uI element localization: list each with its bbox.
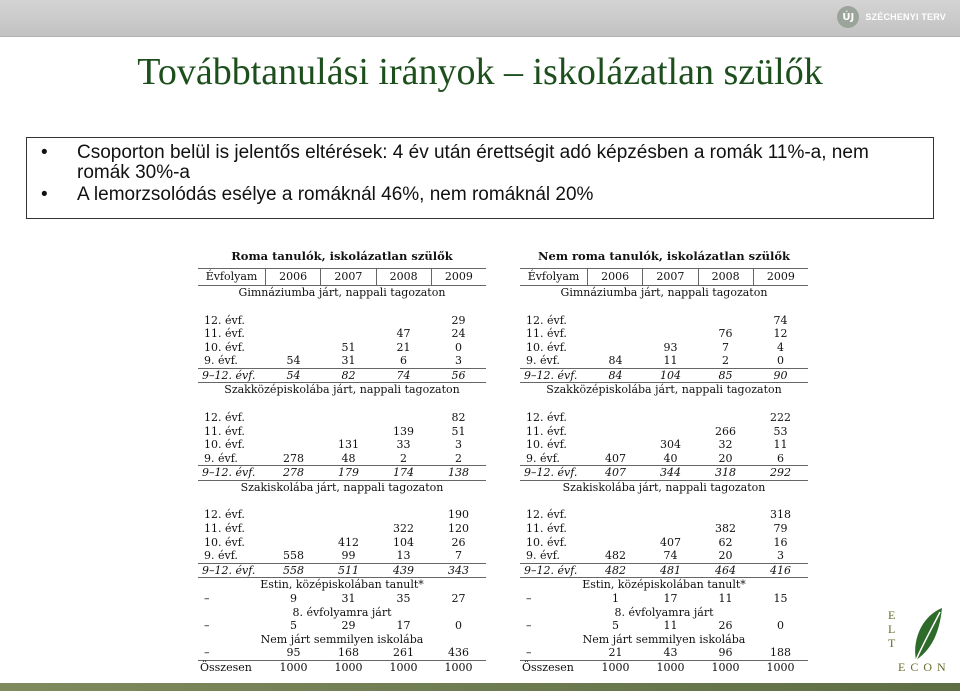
table-cell: 20: [718, 549, 733, 563]
table-cell: 11. évf.: [526, 424, 567, 438]
table-cell: [376, 411, 431, 425]
table-cell: 29: [451, 313, 466, 327]
table-cell: 10. évf.: [204, 340, 245, 354]
table-cell: 33: [396, 438, 411, 452]
column-header: 2007: [642, 269, 697, 285]
table-cell: [588, 425, 643, 439]
table-cell: 21: [396, 340, 411, 354]
table-cell: [266, 314, 321, 328]
table-row: [198, 327, 486, 341]
column-header: Évfolyam: [205, 270, 258, 283]
table-row: [198, 508, 486, 522]
section-label: Szakiskolába járt, nappali tagozaton: [240, 480, 444, 494]
table-row: [520, 619, 808, 633]
table-cell: 6: [777, 451, 784, 465]
section-label: Gimnáziumba járt, nappali tagozaton: [238, 286, 446, 299]
table-row: [520, 368, 808, 384]
table-cell: [643, 522, 698, 536]
table-cell: 407: [605, 466, 626, 480]
table-cell: [698, 314, 753, 328]
table-nem-roma: [520, 248, 808, 675]
table-cell: 62: [718, 535, 733, 549]
table-cell: [266, 341, 321, 355]
table-cell: 12. évf.: [526, 508, 567, 522]
table-row: [520, 425, 808, 439]
table-cell: 10. évf.: [526, 438, 567, 452]
table-cell: 31: [341, 592, 356, 605]
elte-letters: [888, 608, 896, 650]
table-cell: 9. évf.: [204, 451, 238, 465]
table-header-row: [520, 269, 808, 286]
table-cell: 17: [396, 619, 411, 633]
table-cell: 12. évf.: [204, 410, 245, 424]
elte-econ-text: ECON: [898, 660, 951, 674]
table-cell: 82: [341, 368, 356, 382]
table-cell: 0: [455, 340, 462, 354]
table-cell: 12. évf.: [204, 313, 245, 327]
table-row: [198, 536, 486, 550]
section-label: Nem járt semmilyen iskolába: [260, 632, 424, 646]
table-cell: –: [204, 646, 210, 660]
column-header: 2006: [265, 269, 320, 285]
table-cell: 82: [451, 410, 466, 424]
table-cell: 24: [451, 327, 466, 341]
table-cell: 464: [715, 563, 736, 577]
table-row: [520, 592, 808, 606]
table-row: [520, 646, 808, 660]
table-cell: 1000: [389, 660, 418, 674]
table-cell: 96: [718, 646, 733, 660]
table-cell: 10. évf.: [204, 438, 245, 452]
table-cell: 74: [663, 549, 678, 563]
table-cell: 9–12. évf.: [202, 368, 256, 382]
table-cell: 47: [396, 327, 411, 341]
table-cell: [588, 536, 643, 550]
table-cell: –: [204, 619, 210, 633]
table-cell: 40: [663, 451, 678, 465]
table-cell: 17: [663, 592, 678, 605]
table-cell: Összesen: [522, 660, 574, 674]
table-cell: [376, 508, 431, 522]
table-cell: 84: [608, 354, 623, 368]
table-cell: 10. évf.: [526, 340, 567, 354]
table-cell: 318: [715, 466, 736, 480]
table-cell: [321, 314, 376, 328]
table-cell: [588, 411, 643, 425]
table-cell: 74: [396, 368, 411, 382]
table-cell: 48: [341, 451, 356, 465]
section-label: Szakiskolába járt, nappali tagozaton: [562, 480, 766, 494]
table-cell: 11: [773, 438, 788, 452]
table-row: [198, 368, 486, 384]
table-cell: 3: [777, 549, 784, 563]
table-cell: 93: [663, 340, 678, 354]
table-cell: [321, 508, 376, 522]
table-cell: 511: [338, 563, 359, 577]
table-cell: 35: [396, 592, 411, 605]
table-cell: 2: [722, 354, 729, 368]
table-cell: 266: [715, 424, 736, 438]
table-cell: 4: [777, 340, 784, 354]
table-cell: 6: [400, 354, 407, 368]
table-cell: [588, 508, 643, 522]
table-cell: [321, 327, 376, 341]
table-cell: 53: [773, 424, 788, 438]
table-cell: 84: [608, 368, 623, 382]
table-cell: 9. évf.: [526, 549, 560, 563]
table-cell: 304: [660, 438, 681, 452]
table-cell: 407: [605, 451, 626, 465]
table-cell: [266, 327, 321, 341]
section-label: Estin, középiskolában tanult*: [260, 578, 424, 592]
table-cell: [266, 438, 321, 452]
szechenyi-logo-text: SZÉCHENYI TERV: [865, 12, 946, 22]
elte-econ-logo: [888, 604, 951, 676]
table-row: [520, 549, 808, 563]
column-header: 2009: [753, 269, 808, 285]
table-cell: [266, 536, 321, 550]
column-header: 2007: [320, 269, 375, 285]
table-cell: 11. évf.: [204, 522, 245, 536]
table-cell: 382: [715, 522, 736, 536]
table-cell: 11. évf.: [204, 424, 245, 438]
table-cell: 344: [660, 466, 681, 480]
table-cell: 5: [612, 619, 619, 633]
table-cell: [588, 522, 643, 536]
table-cell: [588, 438, 643, 452]
table-row: [198, 354, 486, 368]
table-cell: 139: [393, 424, 414, 438]
table-row: [520, 341, 808, 355]
table-cell: 12. évf.: [526, 313, 567, 327]
szechenyi-logo-mark: ÚJ: [837, 6, 859, 28]
table-cell: Összesen: [200, 660, 252, 674]
table-row: [198, 549, 486, 563]
table-cell: –: [526, 592, 532, 605]
table-cell: 9–12. évf.: [524, 563, 578, 577]
table-cell: 436: [448, 646, 469, 660]
table-cell: [643, 327, 698, 341]
table-row: [198, 411, 486, 425]
table-cell: 32: [718, 438, 733, 452]
column-header: 2009: [431, 269, 486, 285]
table-cell: 322: [393, 522, 414, 536]
table-cell: [376, 314, 431, 328]
table-cell: 13: [396, 549, 411, 563]
table-row: [198, 425, 486, 439]
table-cell: 76: [718, 327, 733, 341]
table-cell: 1000: [279, 660, 308, 674]
table-cell: [698, 411, 753, 425]
table-cell: 407: [660, 535, 681, 549]
table-cell: 11. évf.: [526, 327, 567, 341]
bottom-bar: [0, 683, 960, 691]
szechenyi-logo: [837, 3, 946, 31]
table-cell: 7: [722, 340, 729, 354]
table-cell: 9. évf.: [204, 549, 238, 563]
table-cell: [588, 314, 643, 328]
elte-letter: E: [888, 608, 897, 622]
table-cell: 95: [286, 646, 301, 660]
table-cell: 16: [773, 535, 788, 549]
table-cell: 7: [455, 549, 462, 563]
table-cell: 11: [663, 354, 678, 368]
table-cell: 11. évf.: [526, 522, 567, 536]
table-cell: 20: [718, 451, 733, 465]
table-cell: 558: [283, 563, 304, 577]
bullet-item: • Csoporton belül is jelentős eltérések: 4 év után érettségit adó képzésben a romák 11%-a, nem romák 30%-a: [39, 143, 921, 183]
table-cell: 29: [341, 619, 356, 633]
table-cell: 21: [608, 646, 623, 660]
table-cell: 278: [283, 451, 304, 465]
table-cell: 278: [283, 466, 304, 480]
table-cell: [321, 522, 376, 536]
table-cell: 120: [448, 522, 469, 536]
table-cell: 54: [286, 354, 301, 368]
column-header: 2008: [376, 269, 431, 285]
table-cell: 1000: [656, 660, 685, 674]
table-cell: [643, 411, 698, 425]
table-cell: 343: [448, 563, 469, 577]
table-cell: 74: [773, 313, 788, 327]
table-cell: 11: [663, 619, 678, 633]
table-cell: 12: [773, 327, 788, 341]
table-cell: 1000: [601, 660, 630, 674]
table-row: [520, 508, 808, 522]
table-cell: –: [204, 592, 210, 605]
table-cell: [266, 508, 321, 522]
table-cell: 261: [393, 646, 414, 660]
table-cell: 0: [777, 354, 784, 368]
table-cell: 0: [455, 619, 462, 633]
table-cell: [266, 522, 321, 536]
table-cell: [321, 411, 376, 425]
table-row: [198, 592, 486, 606]
column-header: 2006: [587, 269, 642, 285]
table-cell: 99: [341, 549, 356, 563]
section-label: Szakközépiskolába járt, nappali tagozaton: [546, 383, 782, 397]
table-cell: 131: [338, 438, 359, 452]
table-cell: [643, 425, 698, 439]
elte-letter: L: [888, 622, 897, 636]
table-cell: 43: [663, 646, 678, 660]
table-row: [198, 646, 486, 660]
table-cell: 31: [341, 354, 356, 368]
table-cell: [643, 508, 698, 522]
table-cell: 0: [777, 619, 784, 633]
table-cell: 3: [455, 354, 462, 368]
table-header-row: [198, 269, 486, 286]
bullet-box: [26, 137, 934, 219]
table-cell: 318: [770, 508, 791, 522]
table-cell: 9. évf.: [526, 451, 560, 465]
table-cell: 174: [393, 466, 414, 480]
table-cell: 27: [451, 592, 466, 605]
table-cell: 10. évf.: [204, 535, 245, 549]
section-label: 8. évfolyamra járt: [292, 605, 392, 619]
table-row: [520, 536, 808, 550]
table-cell: 179: [338, 466, 359, 480]
table-cell: 1000: [334, 660, 363, 674]
table-row: [520, 314, 808, 328]
table-cell: [588, 327, 643, 341]
table-cell: 412: [338, 535, 359, 549]
top-banner: [0, 0, 960, 37]
table-cell: 51: [451, 424, 466, 438]
table-cell: 90: [773, 368, 788, 382]
elte-letter: T: [888, 636, 897, 650]
table-cell: 138: [448, 466, 469, 480]
table-cell: 104: [393, 535, 414, 549]
column-header: Évfolyam: [527, 270, 580, 283]
table-cell: 85: [718, 368, 733, 382]
table-cell: 9–12. évf.: [524, 368, 578, 382]
table-cell: 11. évf.: [204, 327, 245, 341]
table-cell: 482: [605, 563, 626, 577]
table-cell: 558: [283, 549, 304, 563]
table-cell: [266, 425, 321, 439]
table-cell: 168: [338, 646, 359, 660]
table-row: [520, 327, 808, 341]
table-row: [520, 354, 808, 368]
table-cell: 104: [660, 368, 681, 382]
table-cell: 54: [286, 368, 301, 382]
table-row: [520, 411, 808, 425]
table-cell: 9–12. évf.: [524, 466, 578, 480]
table-cell: 26: [451, 535, 466, 549]
table-cell: 222: [770, 410, 791, 424]
table-cell: 26: [718, 619, 733, 633]
table-cell: 2: [400, 451, 407, 465]
table-row: [520, 438, 808, 452]
table-roma: [198, 248, 486, 675]
section-label: Nem járt semmilyen iskolába: [582, 632, 746, 646]
table-row: [198, 314, 486, 328]
table-cell: [266, 411, 321, 425]
table-cell: 439: [393, 563, 414, 577]
table-cell: [698, 508, 753, 522]
table-row: [198, 660, 486, 675]
table-title: Nem roma tanulók, iskolázatlan szülők: [520, 248, 808, 269]
column-header: 2008: [698, 269, 753, 285]
section-label: 8. évfolyamra járt: [614, 605, 714, 619]
table-row: [520, 522, 808, 536]
table-cell: 9–12. évf.: [202, 563, 256, 577]
table-cell: 416: [770, 563, 791, 577]
table-title: Roma tanulók, iskolázatlan szülők: [198, 248, 486, 269]
table-cell: –: [526, 619, 532, 633]
table-cell: 12. évf.: [526, 410, 567, 424]
table-cell: 1: [612, 592, 619, 605]
table-row: [198, 522, 486, 536]
table-cell: 9. évf.: [204, 354, 238, 368]
table-cell: 1000: [766, 660, 795, 674]
table-cell: –: [526, 646, 532, 660]
bullet-item: • A lemorzsolódás esélye a romáknál 46%, nem romáknál 20%: [39, 185, 921, 205]
table-cell: 51: [341, 340, 356, 354]
table-row: [520, 452, 808, 466]
table-cell: [321, 425, 376, 439]
table-cell: 481: [660, 563, 681, 577]
table-row: [520, 465, 808, 481]
table-cell: 5: [290, 619, 297, 633]
leaf-icon: [910, 606, 944, 662]
table-row: [520, 660, 808, 675]
table-cell: [643, 314, 698, 328]
table-row: [198, 465, 486, 481]
table-cell: 2: [455, 451, 462, 465]
table-cell: 1000: [444, 660, 473, 674]
table-row: [520, 563, 808, 579]
section-label: Gimnáziumba járt, nappali tagozaton: [560, 286, 768, 299]
table-cell: 79: [773, 522, 788, 536]
table-row: [198, 563, 486, 579]
table-cell: 56: [451, 368, 466, 382]
table-cell: [588, 341, 643, 355]
table-row: [198, 341, 486, 355]
table-cell: 10. évf.: [526, 535, 567, 549]
table-row: [198, 619, 486, 633]
table-cell: 15: [773, 592, 788, 605]
table-row: [198, 438, 486, 452]
table-cell: 482: [605, 549, 626, 563]
table-cell: 12. évf.: [204, 508, 245, 522]
slide-title: Továbbtanulási irányok – iskolázatlan szülők: [137, 51, 823, 93]
table-cell: 3: [455, 438, 462, 452]
table-cell: 292: [770, 466, 791, 480]
table-row: [198, 452, 486, 466]
table-cell: 9–12. évf.: [202, 466, 256, 480]
table-cell: 188: [770, 646, 791, 660]
section-label: Szakközépiskolába járt, nappali tagozaton: [224, 383, 460, 397]
table-cell: 190: [448, 508, 469, 522]
table-cell: 9: [290, 592, 297, 605]
section-label: Estin, középiskolában tanult*: [582, 578, 746, 592]
table-cell: 9. évf.: [526, 354, 560, 368]
table-cell: 1000: [711, 660, 740, 674]
table-cell: 11: [718, 592, 733, 605]
